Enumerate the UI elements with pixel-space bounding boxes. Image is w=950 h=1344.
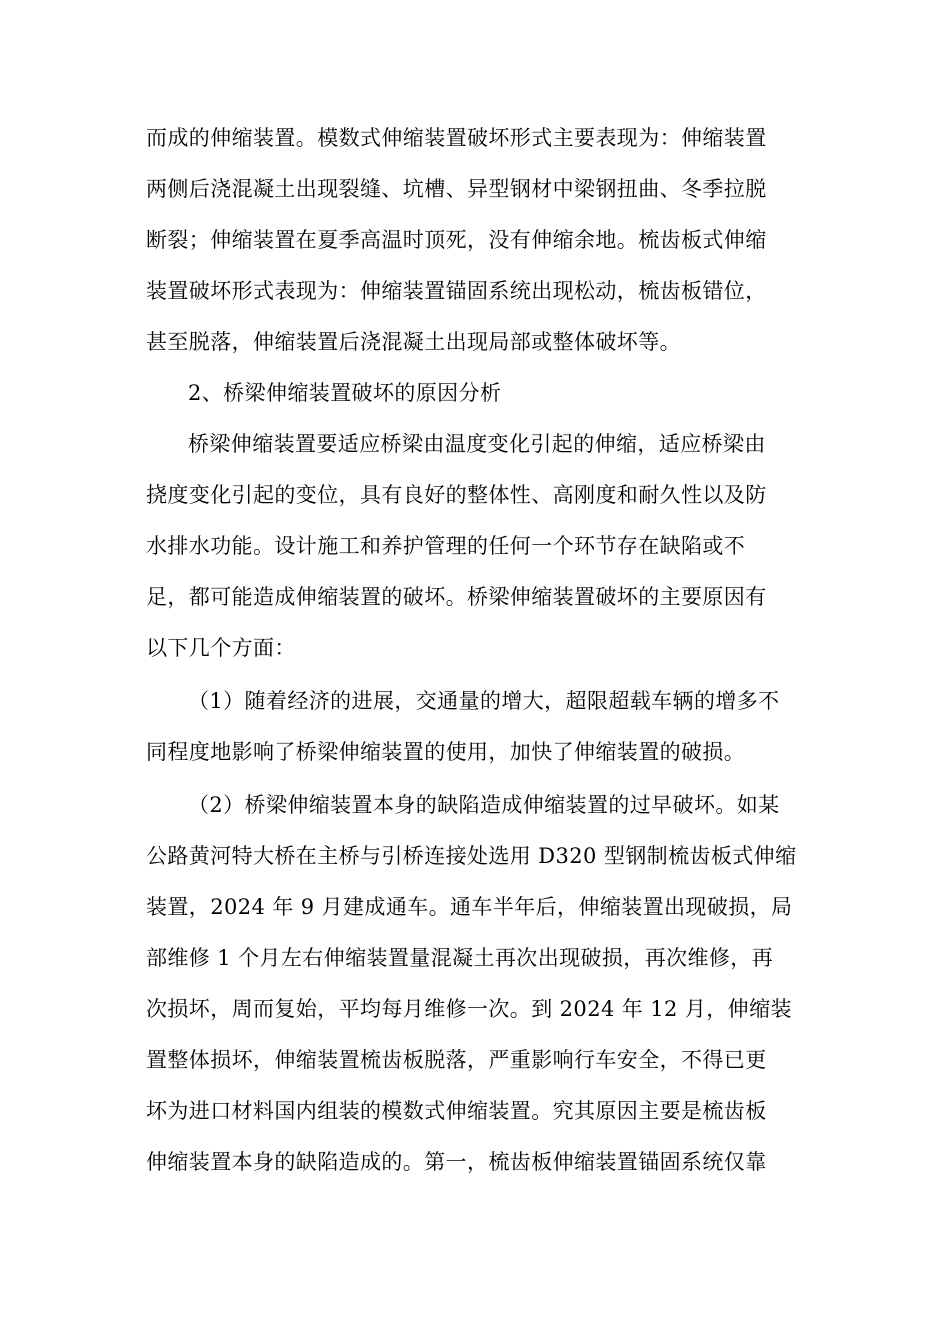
text-line: 断裂；伸缩装置在夏季高温时顶死，没有伸缩余地。梳齿板式伸缩 (146, 228, 767, 252)
list-item-1: （1）随着经济的进展，交通量的增大，超限超载车辆的增多不 (188, 689, 780, 713)
text-line: 伸缩装置本身的缺陷造成的。第一，梳齿板伸缩装置锚固系统仅靠 (146, 1150, 767, 1174)
text-line: 同程度地影响了桥梁伸缩装置的使用，加快了伸缩装置的破损。 (146, 740, 746, 764)
text-line: 坏为进口材料国内组装的模数式伸缩装置。究其原因主要是梳齿板 (146, 1099, 767, 1123)
text-line: 以下几个方面： (146, 636, 296, 660)
text-line: 两侧后浇混凝土出现裂缝、坑槽、异型钢材中梁钢扭曲、冬季拉脱 (146, 177, 767, 201)
text-line: 挠度变化引起的变位，具有良好的整体性、高刚度和耐久性以及防 (146, 483, 767, 507)
text-line: 甚至脱落，伸缩装置后浇混凝土出现局部或整体破坏等。 (146, 330, 681, 354)
text-line: 部维修 1 个月左右伸缩装置量混凝土再次出现破损，再次维修，再 (146, 946, 774, 970)
text-line: 桥梁伸缩装置要适应桥梁由温度变化引起的伸缩，适应桥梁由 (188, 432, 766, 456)
text-line: 公路黄河特大桥在主桥与引桥连接处选用 D320 型钢制梳齿板式伸缩 (146, 844, 797, 868)
text-line: 而成的伸缩装置。模数式伸缩装置破坏形式主要表现为：伸缩装置 (146, 126, 767, 150)
text-line: 装置，2024 年 9 月建成通车。通车半年后，伸缩装置出现破损，局 (146, 895, 793, 919)
list-item-2: （2）桥梁伸缩装置本身的缺陷造成伸缩装置的过早破坏。如某 (188, 793, 780, 817)
section-heading: 2、桥梁伸缩装置破坏的原因分析 (188, 381, 502, 405)
text-line: 次损坏，周而复始，平均每月维修一次。到 2024 年 12 月，伸缩装 (146, 997, 792, 1021)
text-line: 置整体损坏，伸缩装置梳齿板脱落，严重影响行车安全，不得已更 (146, 1048, 767, 1072)
text-line: 水排水功能。设计施工和养护管理的任何一个环节存在缺陷或不 (146, 534, 746, 558)
text-line: 装置破坏形式表现为：伸缩装置锚固系统出现松动，梳齿板错位， (146, 279, 767, 303)
text-line: 足，都可能造成伸缩装置的破坏。桥梁伸缩装置破坏的主要原因有 (146, 585, 767, 609)
